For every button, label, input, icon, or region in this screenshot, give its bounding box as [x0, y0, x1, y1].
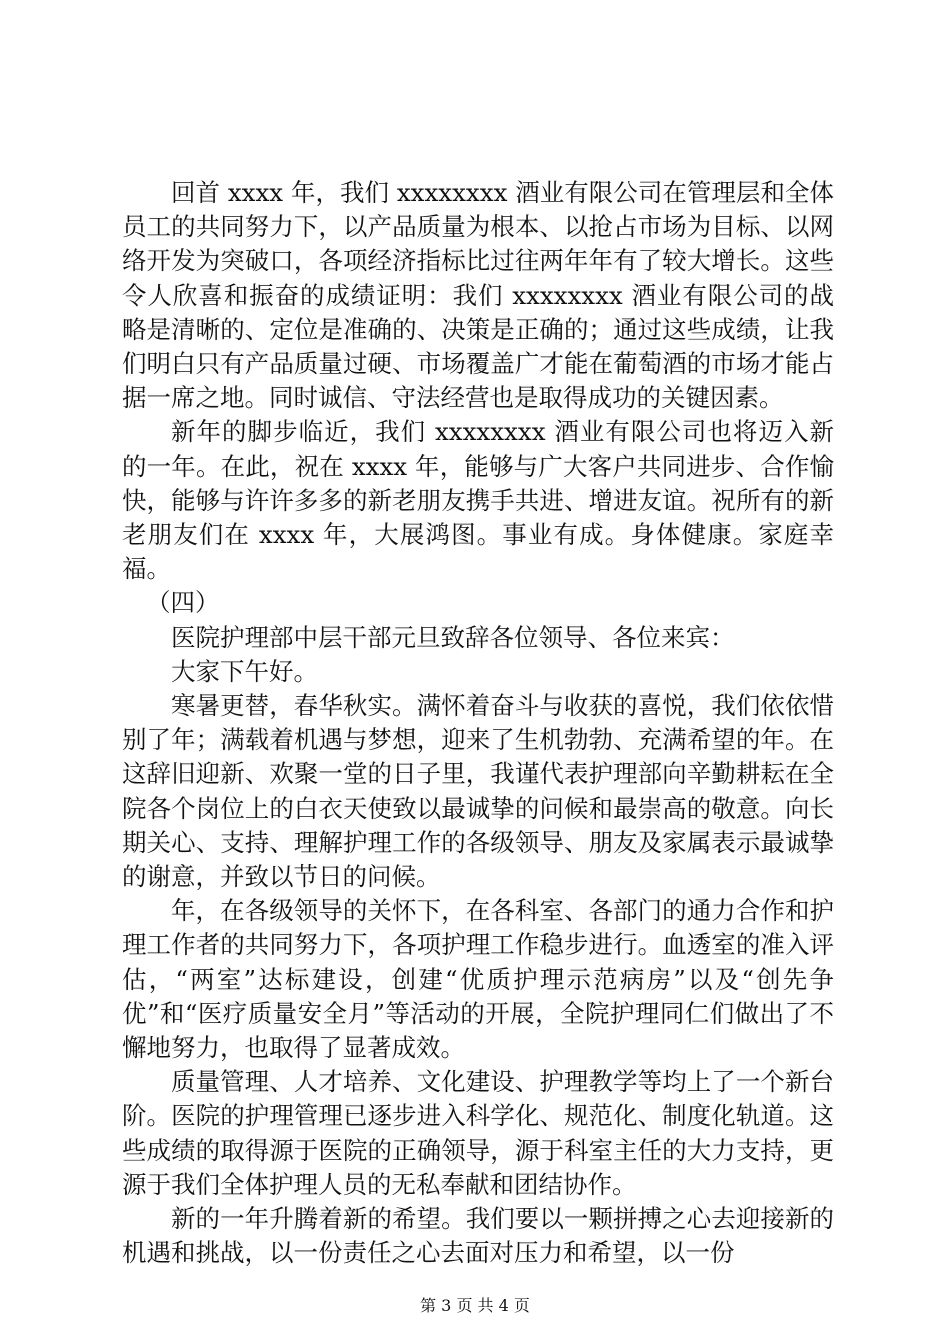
paragraph-new-year: 新年的脚步临近，我们 xxxxxxxx 酒业有限公司也将迈入新的一年。在此，祝在 xxxx 年，能够与广大客户共同进步、合作愉快，能够与许许多多的新老朋友携手共进、增进友谊。祝所有的新老朋友们在 xxxx 年，大展鸿图。事业有成。身体健康。家庭幸福。 — [122, 417, 834, 584]
paragraph-achievements: 年，在各级领导的关怀下，在各科室、各部门的通力合作和护理工作者的共同努力下，各项护理工作稳步进行。血透室的准入评估，“两室”达标建设，创建“优质护理示范病房”以及“创先争优”和“医疗质量安全月”等活动的开展，全院护理同仁们做出了不懈地努力，也取得了显著成效。 — [122, 896, 834, 1063]
section-heading: （四） — [146, 588, 220, 618]
paragraph-greeting: 大家下午好。 — [171, 656, 318, 686]
document-body — [122, 176, 834, 1271]
paragraph-speech-title: 医院护理部中层干部元旦致辞各位领导、各位来宾： — [171, 622, 735, 652]
paragraph-management: 质量管理、人才培养、文化建设、护理教学等均上了一个新台阶。医院的护理管理已逐步进入科学化、规范化、制度化轨道。这些成绩的取得源于医院的正确领导，源于科室主任的大力支持，更源于我们全体护理人员的无私奉献和团结协作。 — [122, 1067, 834, 1199]
page-footer: 第 3 页 共 4 页 — [420, 1296, 530, 1315]
paragraph-new-hope: 新的一年升腾着新的希望。我们要以一颗拼搏之心去迎接新的机遇和挑战，以一份责任之心去面对压力和希望，以一份 — [122, 1204, 834, 1268]
paragraph-seasons: 寒暑更替，春华秋实。满怀着奋斗与收获的喜悦，我们依依惜别了年；满载着机遇与梦想，迎来了生机勃勃、充满希望的年。在这辞旧迎新、欢聚一堂的日子里，我谨代表护理部向辛勤耕耘在全院各个岗位上的白衣天使致以最诚挚的问候和最崇高的敬意。向长期关心、支持、理解护理工作的各级领导、朋友及家属表示最诚挚的谢意，并致以节日的问候。 — [122, 691, 834, 892]
paragraph-review: 回首 xxxx 年，我们 xxxxxxxx 酒业有限公司在管理层和全体员工的共同努力下，以产品质量为根本、以抢占市场为目标、以网络开发为突破口，各项经济指标比过往两年年有了较大增长。这些令人欣喜和振奋的成绩证明：我们 xxxxxxxx 酒业有限公司的战略是清晰的、定位是准确的、决策是正确的；通过这些成绩，让我们明白只有产品质量过硬、市场覆盖广才能在葡萄酒的市场才能占据一席之地。同时诚信、守法经营也是取得成功的关键因素。 — [122, 178, 834, 413]
